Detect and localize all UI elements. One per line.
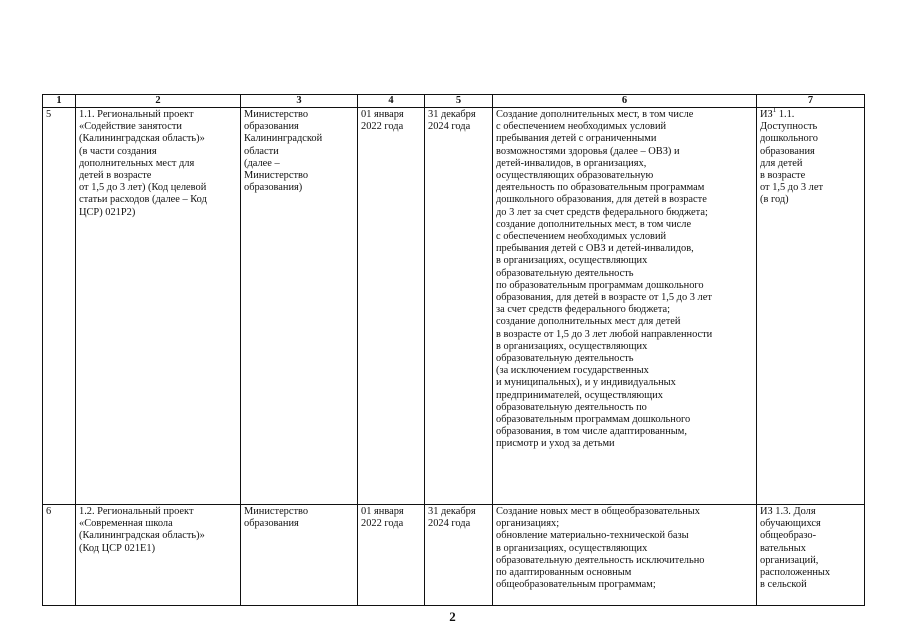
responsible-executor: Министерство образования bbox=[241, 505, 358, 606]
footnote-mark: 1 bbox=[772, 107, 777, 114]
responsible-executor: Министерство образования Калининградской области (далее – Министерство образования) bbox=[241, 108, 358, 505]
event-description: Создание новых мест в общеобразовательных организациях; обновление материально-технической базы в организациях, осуществляющих образовательную деятельность исключительно по адаптированным основным общеобразовательным программам; bbox=[493, 505, 757, 606]
indicator-cell bbox=[757, 505, 865, 606]
indicator-text: 1.1. Доступность дошкольного образования для детей в возрасте от 1,5 до 3 лет (в год) bbox=[760, 109, 823, 206]
indicator-cell bbox=[757, 108, 865, 505]
column-header: 7 bbox=[757, 95, 865, 108]
end-date: 31 декабря 2024 года bbox=[425, 505, 493, 606]
start-date: 01 января 2022 года bbox=[358, 505, 425, 606]
project-name: 1.2. Региональный проект «Современная школа (Калининградская область)» (Код ЦСР 021Е1) bbox=[76, 505, 241, 606]
page-number: 2 bbox=[449, 609, 456, 624]
event-description: Создание дополнительных мест, в том числе с обеспечением необходимых условий пребывания детей с ограниченными возможностями здоровья (далее – ОВЗ) и детей-инвалидов, в организациях, осуществляющих образовательную деятельность по образовательным программам дошкольного образования, для детей в возрасте до 3 лет за счет средств федерального бюджета; создание дополнительных мест, в том числе с обеспечением необходимых условий пребывания детей с ОВЗ и детей-инвалидов, в организациях, осуществляющих образовательную деятельность по образовательным программам дошкольного образования, для детей в возрасте от 1,5 до 3 лет за счет средств федерального бюджета; создание дополнительных мест для детей в возрасте от 1,5 до 3 лет любой направленности в организациях, осуществляющих образовательную деятельность (за исключением государственных и муниципальных), и у индивидуальных предпринимателей, осуществляющих образовательную деятельность по образовательным программам дошкольного образования, в том числе адаптированным, присмотр и уход за детьми bbox=[493, 108, 757, 505]
column-header: 6 bbox=[493, 95, 757, 108]
table-row bbox=[43, 108, 865, 505]
column-header: 1 bbox=[43, 95, 76, 108]
table-row bbox=[43, 505, 865, 606]
indicator-text: ИЗ 1.3. Доля обучающихся общеобразо- вательных организаций, расположенных в сельской bbox=[760, 506, 831, 591]
program-events-table bbox=[42, 94, 865, 606]
column-header: 2 bbox=[76, 95, 241, 108]
column-header: 3 bbox=[241, 95, 358, 108]
indicator-code: ИЗ bbox=[760, 109, 773, 120]
table-header-row bbox=[43, 95, 865, 108]
row-number: 5 bbox=[43, 108, 76, 505]
start-date: 01 января 2022 года bbox=[358, 108, 425, 505]
column-header: 4 bbox=[358, 95, 425, 108]
end-date: 31 декабря 2024 года bbox=[425, 108, 493, 505]
project-name: 1.1. Региональный проект «Содействие занятости (Калининградская область)» (в части создания дополнительных мест для детей в возрасте от 1,5 до 3 лет) (Код целевой статьи расходов (далее – Код ЦСР) 021Р2) bbox=[76, 108, 241, 505]
row-number: 6 bbox=[43, 505, 76, 606]
column-header: 5 bbox=[425, 95, 493, 108]
